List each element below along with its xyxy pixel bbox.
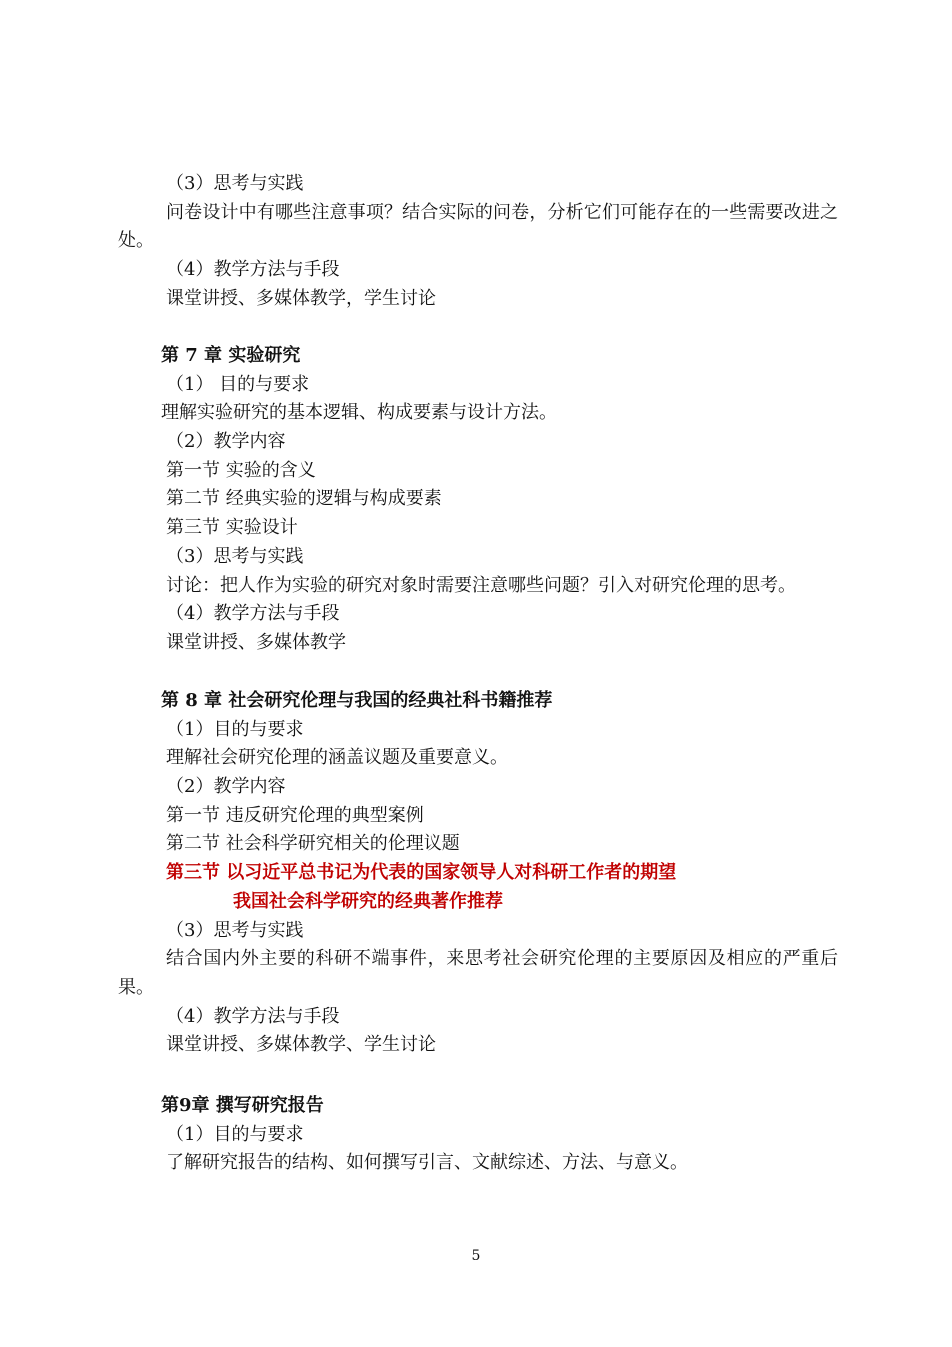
list-item: 第一节 违反研究伦理的典型案例 xyxy=(166,804,424,826)
section-heading: （1）目的与要求 xyxy=(166,718,304,740)
section-heading: （3）思考与实践 xyxy=(166,919,304,941)
paragraph: 结合国内外主要的科研不端事件，来思考社会研究伦理的主要原因及相应的严重后果。 xyxy=(118,948,838,998)
paragraph: 理解社会研究伦理的涵盖议题及重要意义。 xyxy=(166,747,508,769)
list-item: 第二节 经典实验的逻辑与构成要素 xyxy=(166,488,442,510)
highlighted-list-item-continuation: 我国社会科学研究的经典著作推荐 xyxy=(233,890,503,912)
section-heading: （3）思考与实践 xyxy=(166,173,304,194)
section-heading: （2）教学内容 xyxy=(166,776,286,798)
highlighted-list-item: 第三节 以习近平总书记为代表的国家领导人对科研工作者的期望 xyxy=(166,862,677,884)
section-heading: （4）教学方法与手段 xyxy=(166,603,340,625)
list-item: 第一节 实验的含义 xyxy=(166,459,316,481)
paragraph: 课堂讲授、多媒体教学，学生讨论 xyxy=(166,287,436,309)
chapter-title: 第9章 撰写研究报告 xyxy=(161,1095,324,1116)
paragraph: 问卷设计中有哪些注意事项？结合实际的问卷，分析它们可能存在的一些需要改进之处。 xyxy=(118,201,838,252)
section-heading: （2）教学内容 xyxy=(166,431,286,453)
section-heading: （1） 目的与要求 xyxy=(166,373,310,395)
chapter8 xyxy=(0,687,952,1060)
chapter7 xyxy=(0,342,952,658)
page-number: 5 xyxy=(471,1248,481,1264)
section-heading: （3）思考与实践 xyxy=(166,545,304,567)
section-heading: （4）教学方法与手段 xyxy=(166,259,340,281)
list-item: 第二节 社会科学研究相关的伦理议题 xyxy=(166,833,460,855)
paragraph: 理解实验研究的基本逻辑、构成要素与设计方法。 xyxy=(161,402,557,424)
paragraph: 课堂讲授、多媒体教学 xyxy=(166,631,346,653)
paragraph: 课堂讲授、多媒体教学、学生讨论 xyxy=(166,1034,436,1056)
section-heading: （1）目的与要求 xyxy=(166,1123,304,1145)
section-heading: （4）教学方法与手段 xyxy=(166,1005,340,1027)
list-item: 第三节 实验设计 xyxy=(166,517,298,539)
chapter6-continuation xyxy=(0,170,952,313)
chapter9 xyxy=(0,1092,952,1178)
paragraph: 讨论：把人作为实验的研究对象时需要注意哪些问题？引入对研究伦理的思考。 xyxy=(166,574,796,596)
chapter-title: 第 8 章 社会研究伦理与我国的经典社科书籍推荐 xyxy=(161,690,553,711)
paragraph: 了解研究报告的结构、如何撰写引言、文献综述、方法、与意义。 xyxy=(166,1152,688,1174)
chapter-title: 第 7 章 实验研究 xyxy=(161,345,301,366)
